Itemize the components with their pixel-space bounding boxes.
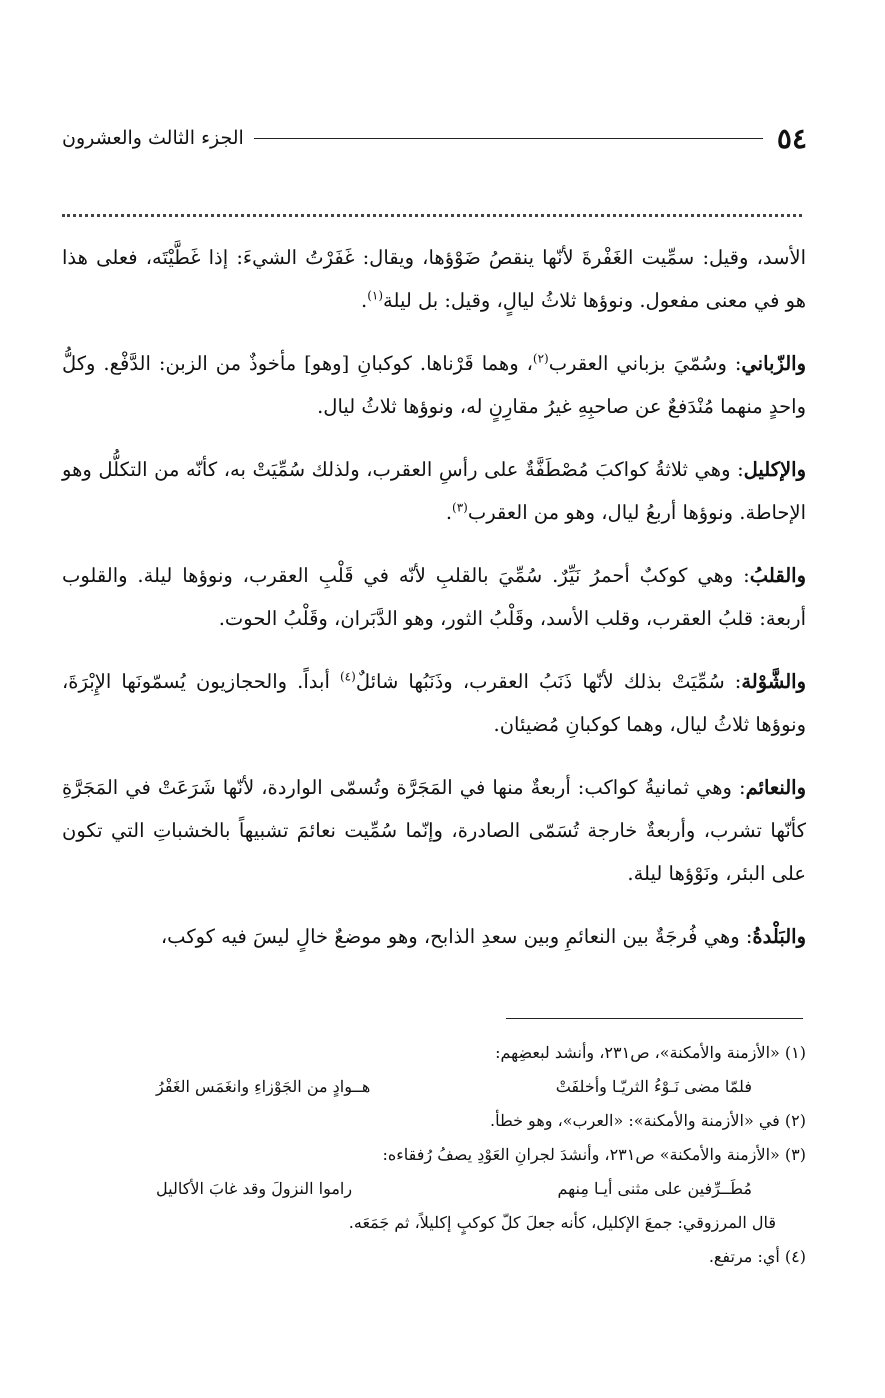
header-rule: [254, 138, 763, 139]
paragraph-tail: أبداً. والحجازيون يُسمّونَها الإِبْرَةَ، ونوؤها ثلاثُ ليال، وهما كوكبانِ مُضيئان.: [62, 670, 806, 736]
footnote-ref[interactable]: (٣): [452, 500, 468, 515]
dotted-separator: [62, 200, 802, 217]
paragraph: [62, 660, 806, 746]
entry-term: والشَّوْلة: [741, 670, 806, 693]
paragraph-text: : وهي ثلاثةُ كواكبَ مُصْطَفَّةٌ على رأسِ العقرب، ولذلك سُمِّيَتْ به، كأنّه من التكلُّل وهو الإحاطة. ونوؤها أربعُ ليال، وهو من العقرب: [62, 458, 806, 524]
footnote-1: (١) «الأزمنة والأمكنة»، ص٢٣١، وأنشد لبعضِهم:: [495, 1043, 806, 1062]
verse-second-hemistich: راموا النزولَ وقد غابَ الأكاليل: [156, 1179, 353, 1198]
entry-term: والبَلْدةُ: [752, 925, 806, 948]
entry-term: والإكليل: [743, 458, 806, 481]
footnote-3-comment: قال المرزوقي: جمعَ الإكليل، كأنه جعلَ كلّ كوكبٍ إكليلاً، ثم جَمَعَه.: [348, 1213, 776, 1232]
entry-term: والزّباني: [741, 352, 806, 375]
paragraph: [62, 766, 806, 895]
running-title: الجزء الثالث والعشرون: [62, 127, 244, 149]
verse-second-hemistich: هــوادٍ من الجَوْزاءِ وانغَمَس الغَفْرُ: [156, 1077, 371, 1096]
paragraph-text: : وهي فُرجَةٌ بين النعائمِ وبين سعدِ الذابح، وهو موضعٌ خالٍ ليسَ فيه كوكب،: [160, 925, 753, 948]
footnote-ref[interactable]: (١): [367, 288, 384, 303]
paragraph: [62, 554, 806, 640]
main-text: [62, 236, 806, 978]
footnote-4: (٤) أي: مرتفع.: [708, 1247, 806, 1266]
page-header: [62, 118, 807, 158]
footnote-1-verse: [62, 1070, 806, 1104]
paragraph-text: : سُمِّيَتْ بذلك لأنّها ذَنَبُ العقرب، وذَنَبُها شائلٌ: [355, 670, 742, 693]
verse-first-hemistich: فلمّا مضى نَـوْءُ الثريّـا وأخلفَتْ: [555, 1077, 752, 1096]
entry-term: والقلبُ: [749, 564, 806, 587]
paragraph-text: : وسُمّيَ بزباني العقرب: [548, 352, 742, 375]
entry-term: والنعائم: [745, 776, 806, 799]
paragraph: [62, 448, 806, 534]
paragraph: [62, 342, 806, 428]
verse-first-hemistich: مُطَــرِّفين على مثنى أيـا مِنهم: [557, 1179, 752, 1198]
footnote-rule: [506, 1018, 803, 1019]
paragraph-tail: .: [361, 289, 368, 312]
page-number: ٥٤: [776, 121, 807, 155]
paragraph-tail: ، وهما قَرْناها. كوكبانِ [وهو] مأخوذٌ من الزبن: الدَّفْع. وكلُّ واحدٍ منهما مُنْدَفعٌ عن صاحبِهِ غيرُ مقارِنٍ له، ونوؤها ثلاثُ ليال.: [62, 352, 806, 418]
footnote-3-verse: [62, 1172, 806, 1206]
paragraph-text: الأسد، وقيل: سمِّيت الغَفْرةَ لأنّها ينقصُ ضَوْؤها، ويقال: غَفَرْتُ الشيءَ: إذا غَطَّيْتَه، فعلى هذا هو في معنى مفعول. ونوؤها ثلاثُ ليالٍ، وقيل: بل ليلة: [62, 246, 806, 312]
footnote-ref[interactable]: (٢): [532, 351, 549, 366]
paragraph: [62, 915, 806, 958]
paragraph-text: : وهي ثمانيةُ كواكب: أربعةٌ منها في المَجَرَّة وتُسمّى الواردة، لأنّها شَرَعَتْ في المَجَرَّةِ كأنّها تشرب، وأربعةٌ خارجة تُسَمّى الصادرة، وإنّما سُمِّيت نعائمَ تشبيهاً بالخشباتِ التي تكون على البئر، ونَوْؤها ليلة.: [62, 776, 806, 885]
footnote-ref[interactable]: (٤): [339, 669, 356, 684]
paragraph: [62, 236, 806, 322]
footnotes: [62, 1036, 806, 1274]
footnote-2: (٢) في «الأزمنة والأمكنة»: «العرب»، وهو خطأ.: [489, 1111, 806, 1130]
paragraph-text: : وهي كوكبٌ أحمرُ نَيِّرٌ. سُمِّيَ بالقلبِ لأنّه في قَلْبِ العقرب، ونوؤها ليلة. والقلوب أربعة: قلبُ العقرب، وقلب الأسد، وقَلْبُ الثور، وهو الدَّبَران، وقَلْبُ الحوت.: [62, 564, 806, 630]
footnote-3: (٣) «الأزمنة والأمكنة» ص٢٣١، وأنشدَ لجرانِ العَوْدِ يصفُ رُفقاءه:: [382, 1145, 806, 1164]
paragraph-tail: .: [445, 501, 453, 524]
